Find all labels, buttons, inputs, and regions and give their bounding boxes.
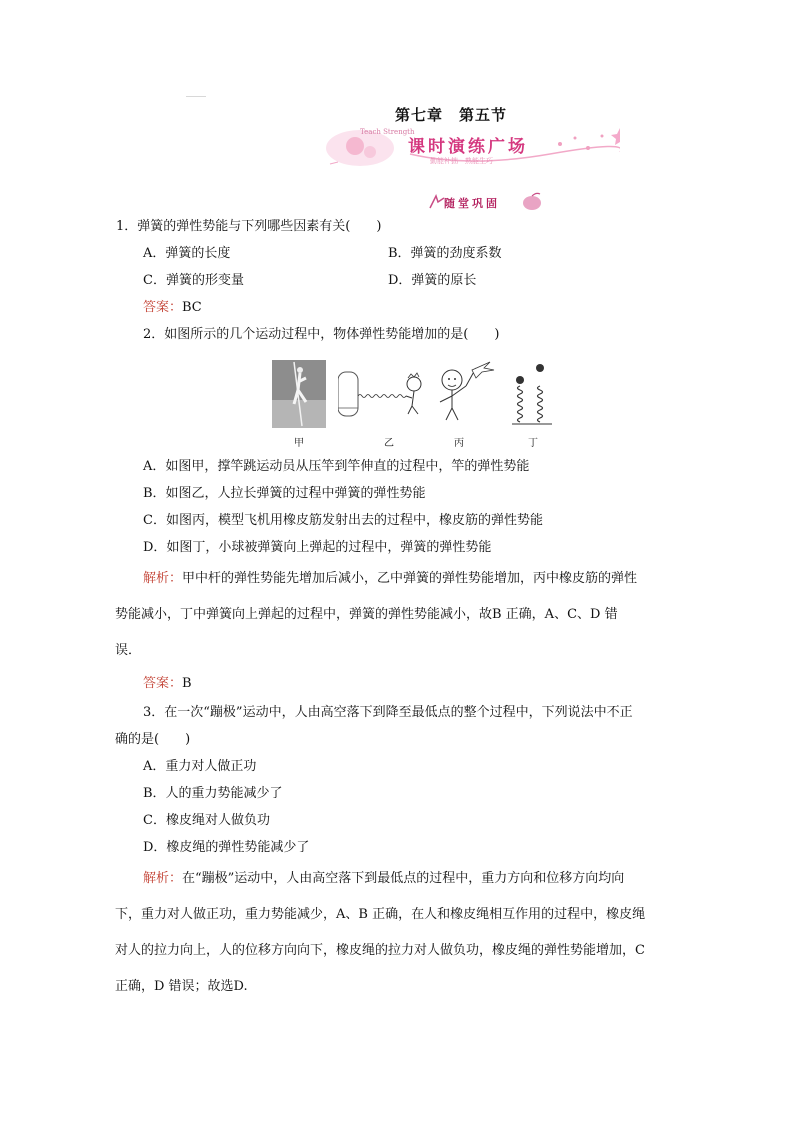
q1-stem: 1．弹簧的弹性势能与下列哪些因素有关( )	[116, 219, 382, 234]
pole-vault-photo	[272, 360, 326, 428]
analysis-label: 解析：	[143, 571, 183, 586]
banner-title: 课时演练广场	[408, 137, 528, 157]
caption-jia: 甲	[294, 438, 304, 449]
ribbon-icon	[426, 192, 446, 212]
banner-tag: Teach Strength	[360, 128, 415, 136]
q1-option-a: A．弹簧的长度	[143, 246, 231, 261]
caption-ding: 丁	[528, 438, 538, 449]
q2-option-a: A．如图甲，撑竿跳运动员从压竿到竿伸直的过程中，竿的弹性势能	[143, 459, 530, 474]
q1-option-b: B．弹簧的劲度系数	[388, 246, 502, 261]
section-badge	[426, 192, 546, 212]
q3-analysis-line-4: 正确，D 错误；故选D.	[115, 979, 248, 994]
analysis-text: 在“蹦极”运动中，人由高空落下到最低点的过程中，重力方向和位移方向均向	[182, 871, 625, 886]
answer-value: BC	[182, 300, 202, 315]
analysis-label: 解析：	[143, 871, 183, 886]
q1-option-c: C．弹簧的形变量	[143, 273, 244, 288]
answer-value: B	[182, 676, 192, 691]
q2-analysis-line-1	[143, 570, 637, 588]
q2-analysis-line-3: 误．	[115, 643, 142, 658]
q3-option-b: B．人的重力势能减少了	[143, 786, 283, 801]
spring-ball-icon	[508, 358, 558, 430]
q1-option-d: D．弹簧的原长	[388, 273, 477, 288]
slingshot-plane-icon	[432, 358, 502, 430]
q2-option-d: D．如图丁，小球被弹簧向上弹起的过程中，弹簧的弹性势能	[143, 540, 492, 555]
q3-stem-line-1: 3．在一次“蹦极”运动中，人由高空落下到降至最低点的整个过程中，下列说法中不正	[143, 705, 633, 720]
header-rule	[186, 96, 206, 97]
banner	[320, 124, 620, 170]
caption-bing: 丙	[454, 438, 464, 449]
q2-option-b: B．如图乙，人拉长弹簧的过程中弹簧的弹性势能	[143, 486, 426, 501]
q2-analysis-line-2: 势能减小，丁中弹簧向上弹起的过程中，弹簧的弹性势能减小，故B 正确，A、C、D 错	[115, 607, 618, 622]
q3-option-c: C．橡皮绳对人做负功	[143, 813, 270, 828]
pole-vaulter-icon	[272, 360, 326, 428]
q1-answer	[143, 299, 202, 317]
section-label: 随堂巩固	[444, 197, 500, 210]
banner-subtitle: 勤能补拙 熟能生巧	[430, 157, 493, 165]
q2-figure	[272, 358, 562, 448]
q3-analysis-line-1	[143, 870, 624, 888]
page-title: 第七章 第五节	[395, 106, 508, 124]
q2-option-c: C．如图丙，模型飞机用橡皮筋发射出去的过程中，橡皮筋的弹性势能	[143, 513, 543, 528]
q3-analysis-line-2: 下，重力对人做正功，重力势能减少，A、B 正确，在人和橡皮绳相互作用的过程中，橡皮绳	[115, 907, 646, 922]
q2-stem: 2．如图所示的几个运动过程中，物体弹性势能增加的是( )	[143, 327, 500, 342]
q2-answer	[143, 675, 192, 693]
apple-icon	[520, 192, 546, 212]
q3-stem-line-2: 确的是( )	[115, 732, 191, 747]
q3-analysis-line-3: 对人的拉力向上，人的位移方向向下，橡皮绳的拉力对人做负功，橡皮绳的弹性势能增加，C	[115, 943, 645, 958]
answer-label: 答案：	[143, 300, 183, 315]
analysis-text: 甲中杆的弹性势能先增加后减小，乙中弹簧的弹性势能增加，丙中橡皮筋的弹性	[182, 571, 638, 586]
spring-pull-icon	[338, 358, 428, 430]
caption-yi: 乙	[384, 438, 394, 449]
q3-option-d: D．橡皮绳的弹性势能减少了	[143, 840, 310, 855]
q3-option-a: A．重力对人做正功	[143, 759, 257, 774]
answer-label: 答案：	[143, 676, 183, 691]
